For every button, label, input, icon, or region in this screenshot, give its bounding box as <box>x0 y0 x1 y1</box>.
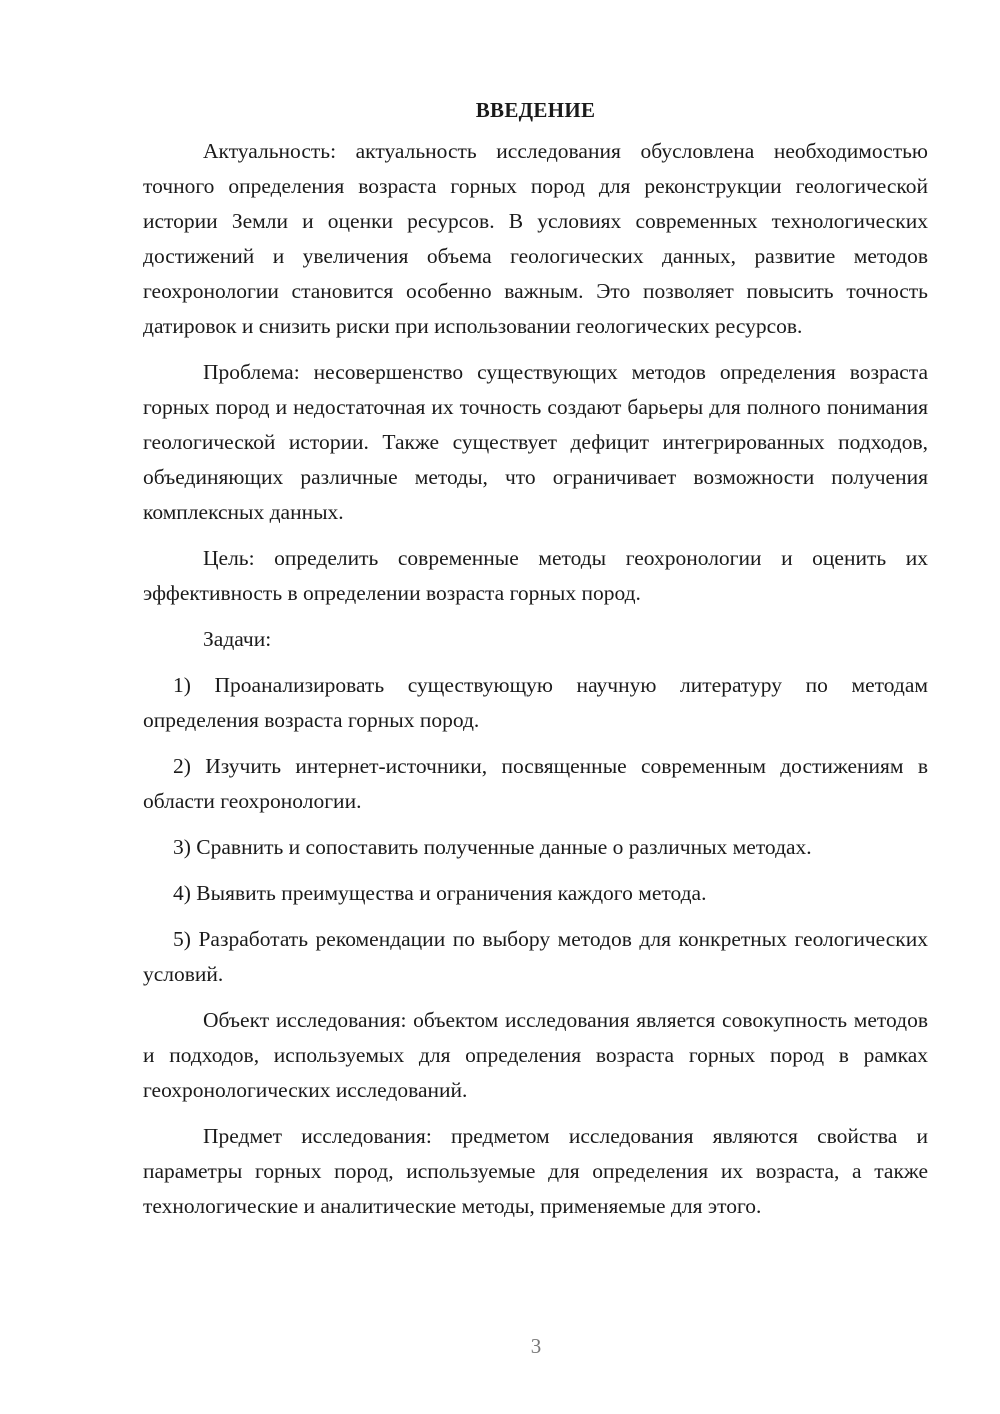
paragraph-goal: Цель: определить современные методы геохронологии и оценить их эффективность в определении возраста горных пород. <box>143 546 928 605</box>
task-item-3: 3) Сравнить и сопоставить полученные данные о различных методах. <box>173 835 812 859</box>
page-content <box>143 88 928 1235</box>
task-item-1: 1) Проанализировать существующую научную литературу по методам определения возраста горных пород. <box>143 673 928 732</box>
task-item-4: 4) Выявить преимущества и ограничения каждого метода. <box>173 881 707 905</box>
task-item-5: 5) Разработать рекомендации по выбору методов для конкретных геологических условий. <box>143 927 928 986</box>
page-number: 3 <box>530 1334 542 1358</box>
task-item-2: 2) Изучить интернет-источники, посвященные современным достижениям в области геохронологии. <box>143 754 928 813</box>
paragraph-subject: Предмет исследования: предметом исследования являются свойства и параметры горных пород, используемые для определения их возраста, а также технологические и аналитические методы, применяемые для этого. <box>143 1124 928 1218</box>
paragraph-problem: Проблема: несовершенство существующих методов определения возраста горных пород и недостаточная их точность создают барьеры для полного понимания геологической истории. Также существует дефицит интегрированных подходов, объединяющих различные методы, что ограничивает возможности получения комплексных данных. <box>143 360 928 524</box>
paragraph-object: Объект исследования: объектом исследования является совокупность методов и подходов, используемых для определения возраста горных пород в рамках геохронологических исследований. <box>143 1008 928 1102</box>
paragraph-tasks-label: Задачи: <box>203 627 272 651</box>
section-heading: ВВЕДЕНИЕ <box>475 98 596 122</box>
paragraph-relevance: Актуальность: актуальность исследования обусловлена необходимостью точного определения возраста горных пород для реконструкции геологической истории Земли и оценки ресурсов. В условиях современных технологических достижений и увеличения объема геологических данных, развитие методов геохронологии становится особенно важным. Это позволяет повысить точность датировок и снизить риски при использовании геологических ресурсов. <box>143 139 928 338</box>
